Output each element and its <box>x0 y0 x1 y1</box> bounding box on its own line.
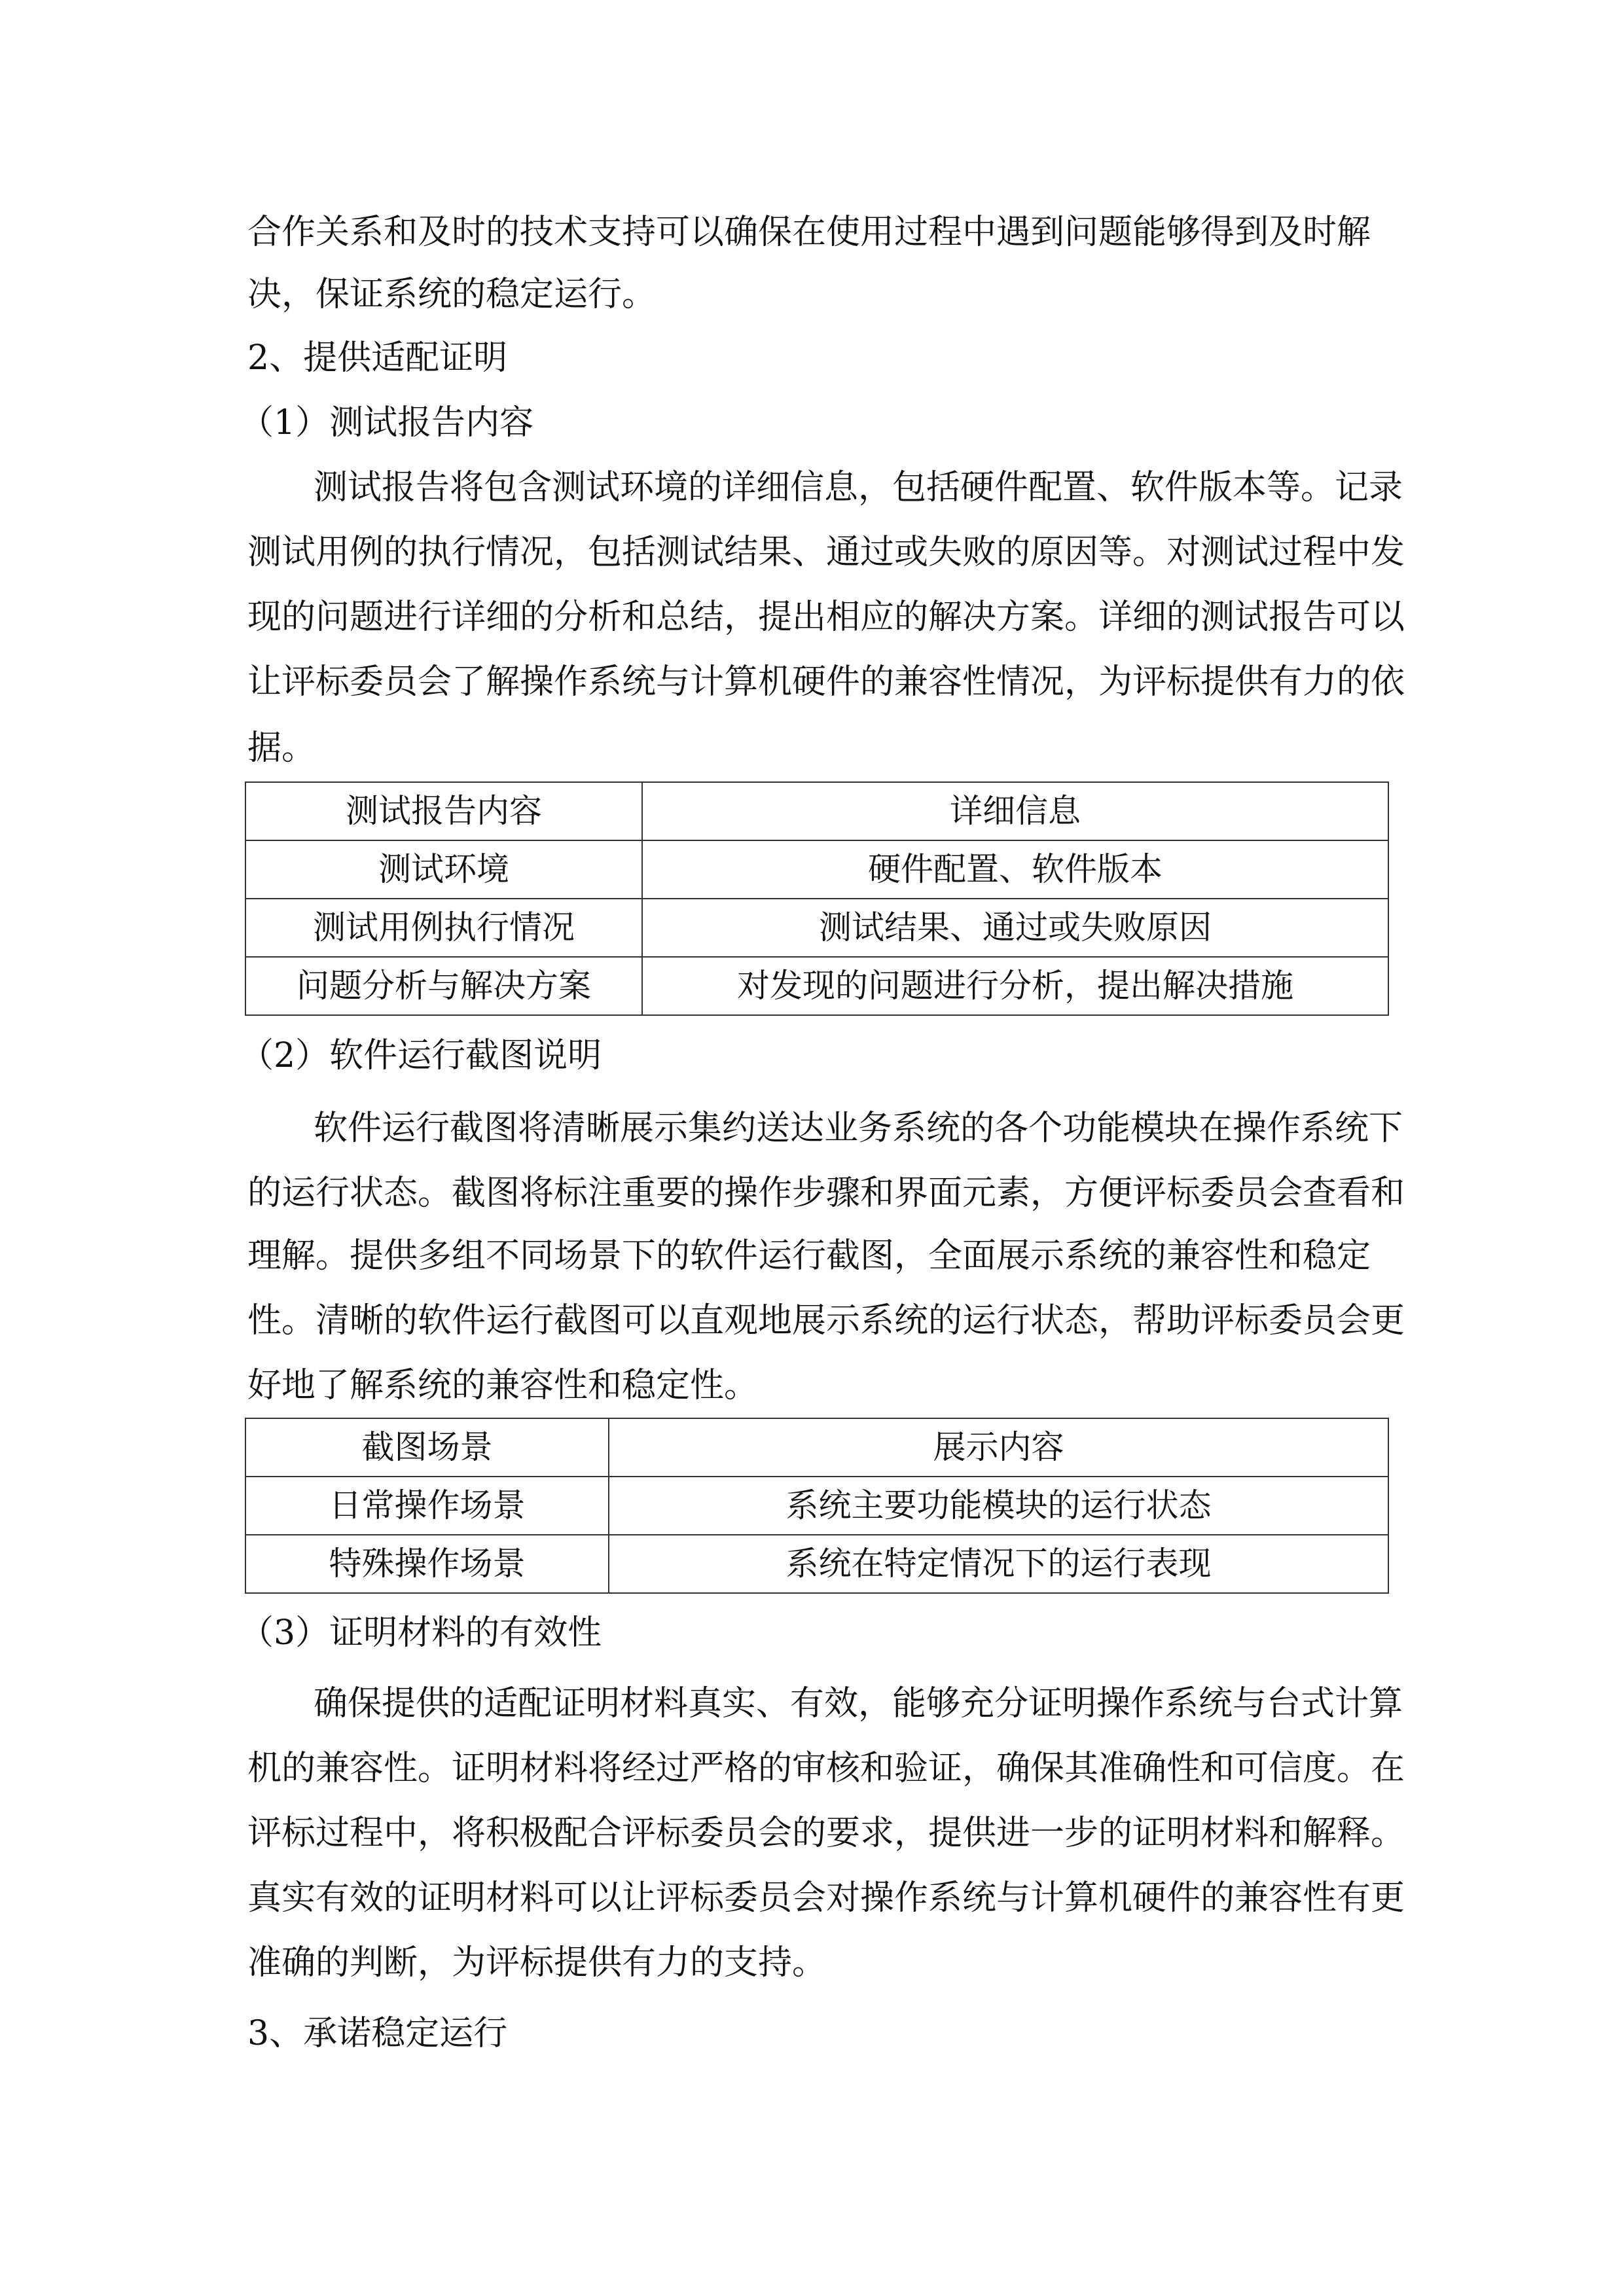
table-cell: 测试结果、通过或失败原因 <box>642 899 1388 957</box>
table-header-row <box>245 1418 1388 1477</box>
table-cell: 测试环境 <box>245 840 642 899</box>
table-header-cell: 测试报告内容 <box>245 782 642 840</box>
paragraph-line: 的运行状态。截图将标注重要的操作步骤和界面元素，方便评标委员会查看和 <box>247 1174 1405 1213</box>
paragraph-line: 现的问题进行详细的分析和总结，提出相应的解决方案。详细的测试报告可以 <box>247 598 1405 637</box>
table-row <box>245 1477 1388 1535</box>
table-header-cell: 展示内容 <box>609 1418 1388 1477</box>
table-row <box>245 899 1388 957</box>
table-row <box>245 1535 1388 1593</box>
test-report-table <box>245 781 1389 1016</box>
paragraph-line: 测试报告将包含测试环境的详细信息，包括硬件配置、软件版本等。记录 <box>314 468 1403 507</box>
paragraph-line: 评标过程中，将积极配合评标委员会的要求，提供进一步的证明材料和解释。 <box>247 1814 1405 1853</box>
table-header-cell: 详细信息 <box>642 782 1388 840</box>
paragraph-line: 机的兼容性。证明材料将经过严格的审核和验证，确保其准确性和可信度。在 <box>247 1749 1405 1788</box>
paragraph-line: 性。清晰的软件运行截图可以直观地展示系统的运行状态，帮助评标委员会更 <box>247 1301 1405 1340</box>
section-heading: 3、承诺稳定运行 <box>247 2014 508 2053</box>
paragraph-line: 真实有效的证明材料可以让评标委员会对操作系统与计算机硬件的兼容性有更 <box>247 1878 1405 1918</box>
paragraph-line: 决，保证系统的稳定运行。 <box>247 275 657 314</box>
table-cell: 系统主要功能模块的运行状态 <box>609 1477 1388 1535</box>
paragraph-line: 测试用例的执行情况，包括测试结果、通过或失败的原因等。对测试过程中发 <box>247 533 1405 572</box>
table-cell: 日常操作场景 <box>245 1477 609 1535</box>
paragraph-line: 软件运行截图将清晰展示集约送达业务系统的各个功能模块在操作系统下 <box>314 1109 1403 1148</box>
paragraph-line: 确保提供的适配证明材料真实、有效，能够充分证明操作系统与台式计算 <box>314 1684 1403 1723</box>
paragraph-line: 据。 <box>247 728 316 768</box>
subsection-heading: （1）测试报告内容 <box>240 403 534 442</box>
table-cell: 问题分析与解决方案 <box>245 957 642 1015</box>
paragraph-line: 合作关系和及时的技术支持可以确保在使用过程中遇到问题能够得到及时解 <box>247 213 1371 252</box>
table-row <box>245 840 1388 899</box>
table-row <box>245 957 1388 1015</box>
table-cell: 测试用例执行情况 <box>245 899 642 957</box>
table-cell: 系统在特定情况下的运行表现 <box>609 1535 1388 1593</box>
table-header-cell: 截图场景 <box>245 1418 609 1477</box>
paragraph-line: 准确的判断，为评标提供有力的支持。 <box>247 1943 827 1982</box>
screenshot-table <box>245 1418 1389 1594</box>
section-heading: 2、提供适配证明 <box>247 338 508 378</box>
table-header-row <box>245 782 1388 840</box>
subsection-heading: （3）证明材料的有效性 <box>240 1613 602 1653</box>
paragraph-line: 理解。提供多组不同场景下的软件运行截图，全面展示系统的兼容性和稳定 <box>247 1236 1371 1276</box>
paragraph-line: 好地了解系统的兼容性和稳定性。 <box>247 1366 759 1405</box>
table-cell: 硬件配置、软件版本 <box>642 840 1388 899</box>
table-cell: 对发现的问题进行分析，提出解决措施 <box>642 957 1388 1015</box>
table-cell: 特殊操作场景 <box>245 1535 609 1593</box>
subsection-heading: （2）软件运行截图说明 <box>240 1036 602 1075</box>
paragraph-line: 让评标委员会了解操作系统与计算机硬件的兼容性情况，为评标提供有力的依 <box>247 662 1405 702</box>
